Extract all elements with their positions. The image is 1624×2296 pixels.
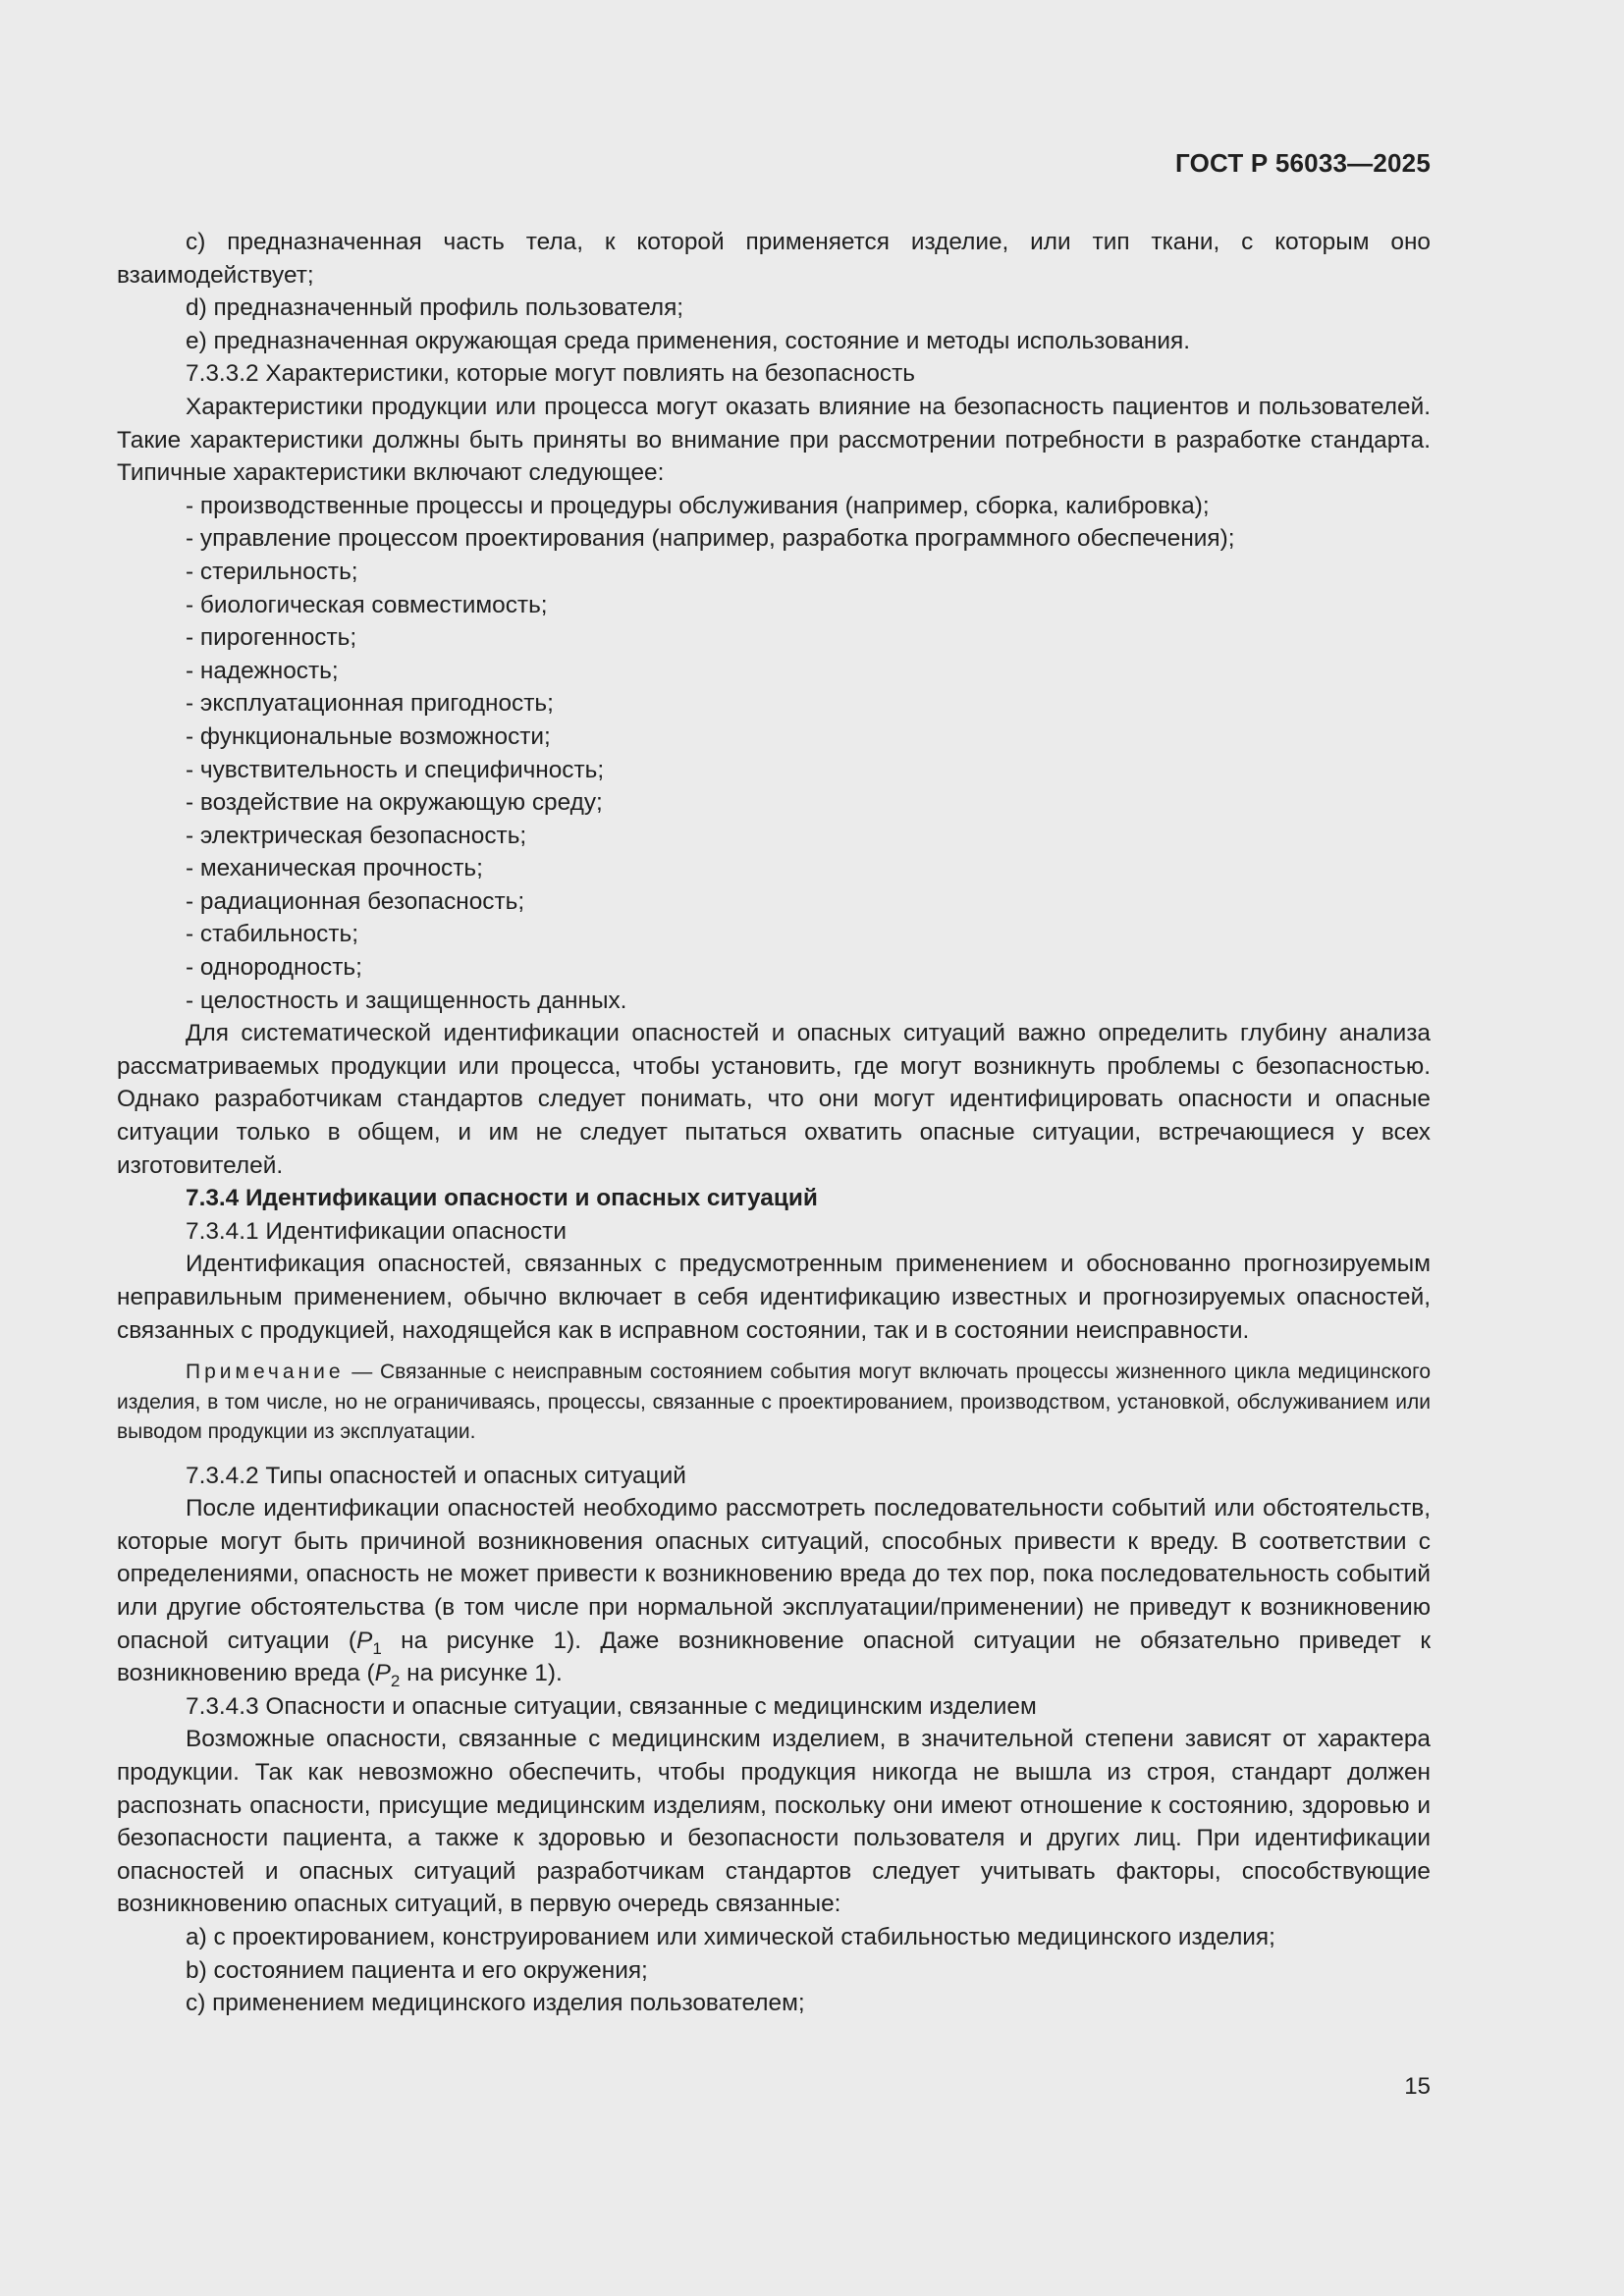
list-item: - стерильность; (186, 558, 358, 585)
symbol-p: P (356, 1627, 373, 1654)
list-item: - функциональные возможности; (186, 722, 551, 750)
section-heading-7332: 7.3.3.2 Характеристики, которые могут повлиять на безопасность (186, 360, 915, 388)
list-item: - надежность; (186, 657, 339, 684)
list-item: d) предназначенный профиль пользователя; (186, 294, 684, 322)
list-item: - целостность и защищенность данных. (186, 987, 627, 1014)
section-heading-734: 7.3.4 Идентификации опасности и опасных ситуаций (186, 1185, 818, 1212)
list-item: - производственные процессы и процедуры обслуживания (например, сборка, калибровка); (186, 492, 1210, 519)
list-item: - стабильность; (186, 921, 358, 948)
text-run: на рисунке 1). Даже возникновение опасной ситуации не обязательно приведет к возникновению вреда ( (117, 1627, 1431, 1687)
section-heading-7342: 7.3.4.2 Типы опасностей и опасных ситуаций (186, 1462, 686, 1489)
paragraph: Возможные опасности, связанные с медицинским изделием, в значительной степени зависят от характера продукции. Так как невозможно обеспечить, чтобы продукция никогда не вышла из строя, стандарт должен распознать опасности, присущие медицинским изделиям, поскольку они имеют отношение к состоянию, здоровью и безопасности пациента, а также к здоровью и безопасности пользователя и других лиц. При идентификации опасностей и опасных ситуаций разработчикам стандартов следует учитывать факторы, способствующие возникновению опасных ситуаций, в первую очередь связанные: (117, 1726, 1431, 1918)
list-item: - чувствительность и специфичность; (186, 756, 605, 783)
list-item: b) состоянием пациента и его окружения; (186, 1956, 648, 1984)
section-heading-7343: 7.3.4.3 Опасности и опасные ситуации, связанные с медицинским изделием (186, 1692, 1037, 1720)
list-item: - пирогенность; (186, 624, 357, 652)
list-item: - механическая прочность; (186, 855, 483, 882)
list-item: - воздействие на окружающую среду; (186, 789, 603, 817)
list-item: - управление процессом проектирования (например, разработка программного обеспечения); (186, 525, 1235, 553)
text-run: После идентификации опасностей необходимо рассмотреть последовательности событий или обстоятельств, которые могут быть причиной возникновения опасных ситуаций, способных привести к вреду. В соответствии с определениями, опасность не может привести к возникновению вреда до тех пор, пока последовательность событий или другие обстоятельства (в том числе при нормальной эксплуатации/применении) не приведут к возникновению опасной ситуации ( (117, 1495, 1431, 1654)
list-item: - однородность; (186, 954, 362, 982)
list-item: - радиационная безопасность; (186, 887, 525, 915)
note-label: Примечание (186, 1361, 345, 1384)
document-id: ГОСТ Р 56033—2025 (1175, 148, 1431, 178)
paragraph: Для систематической идентификации опасностей и опасных ситуаций важно определить глубину анализа рассматриваемых продукции или процесса, чтобы установить, где могут возникнуть проблемы с безопасностью. Однако разработчикам стандартов следует понимать, что они могут идентифицировать опасности и опасные ситуации только в общем, и им не следует пытаться охватить опасные ситуации, встречающиеся у всех изготовителей. (117, 1020, 1431, 1179)
paragraph: Идентификация опасностей, связанных с предусмотренным применением и обоснованно прогнозируемым неправильным применением, обычно включает в себя идентификацию известных и прогнозируемых опасностей, связанных с продукцией, находящейся как в исправном состоянии, так и в состоянии неисправности. (117, 1251, 1431, 1344)
list-item: e) предназначенная окружающая среда применения, состояние и методы использования. (186, 327, 1190, 354)
text-run: на рисунке 1). (400, 1660, 563, 1687)
symbol-p: P (374, 1660, 391, 1687)
paragraph (117, 1492, 1431, 1690)
list-item: c) предназначенная часть тела, к которой применяется изделие, или тип ткани, с которым оно взаимодействует; (117, 229, 1431, 289)
subscript: 2 (390, 1672, 401, 1691)
list-item: a) с проектированием, конструированием или химической стабильностью медицинского изделия; (186, 1924, 1275, 1950)
list-item: c) применением медицинского изделия пользователем; (186, 1990, 805, 2017)
note-text: — Связанные с неисправным состоянием события могут включать процессы жизненного цикла медицинского изделия, в том числе, но не ограничиваясь, процессы, связанные с проектированием, производством, установкой, обслуживанием или выводом продукции из эксплуатации. (117, 1361, 1431, 1444)
list-item: - биологическая совместимость; (186, 591, 548, 618)
page-number: 15 (1404, 2073, 1431, 2100)
paragraph: Характеристики продукции или процесса могут оказать влияние на безопасность пациентов и пользователей. Такие характеристики должны быть приняты во внимание при рассмотрении потребности в разработке стандарта. Типичные характеристики включают следующее: (117, 393, 1431, 487)
list-item: - электрическая безопасность; (186, 822, 527, 849)
document-body (117, 226, 1431, 2020)
note (117, 1358, 1431, 1448)
subscript: 1 (372, 1638, 382, 1658)
section-heading-7341: 7.3.4.1 Идентификации опасности (186, 1217, 567, 1245)
list-item: - эксплуатационная пригодность; (186, 690, 554, 718)
